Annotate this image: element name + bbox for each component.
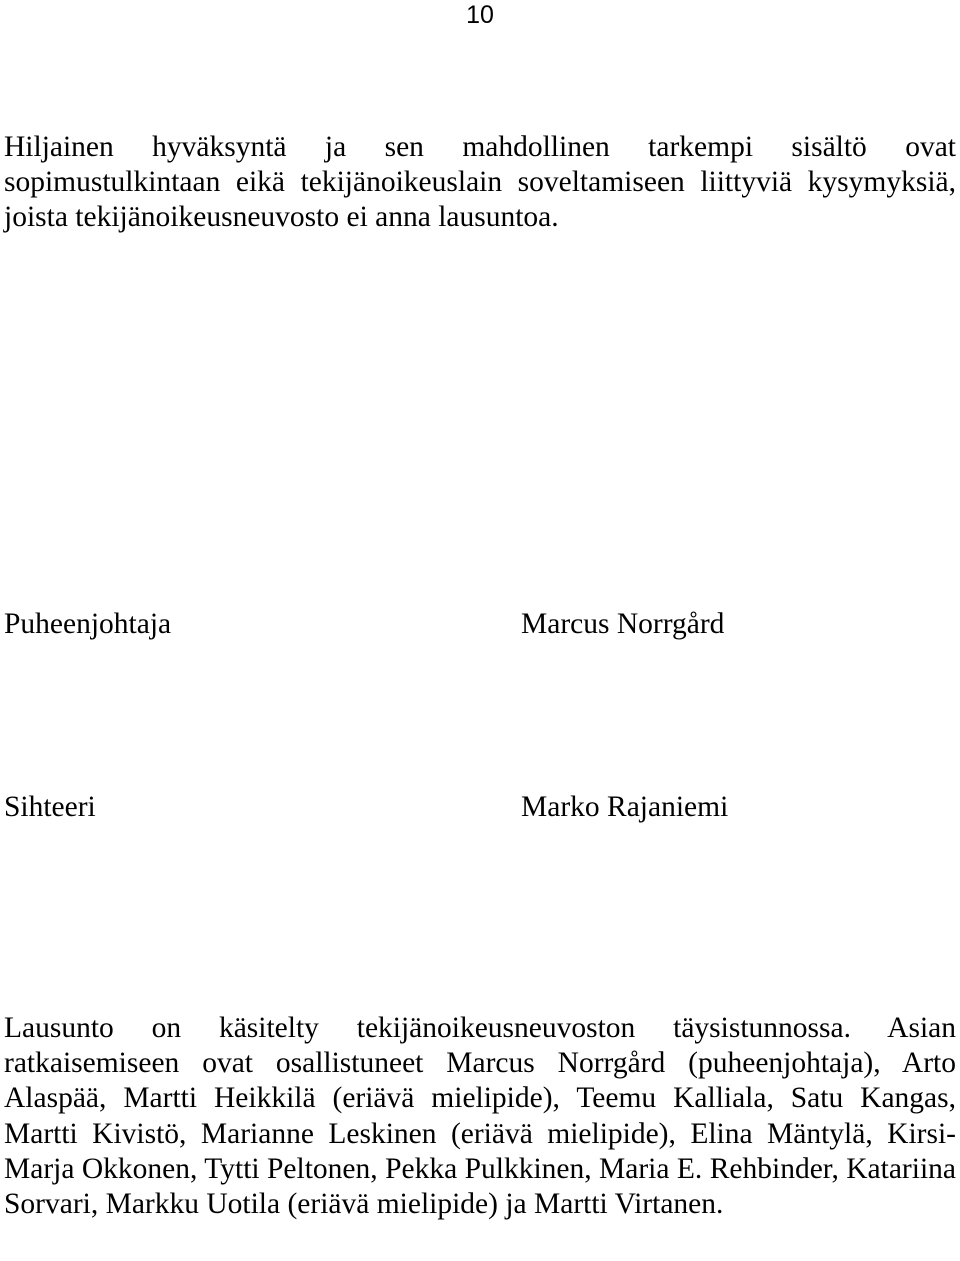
closing-paragraph: Lausunto on käsitelty tekijänoikeusneuvoston täysistunnossa. Asian ratkaisemiseen ovat osallistuneet Marcus Norrgård (puheenjohtaja), Arto Alaspää, Martti Heikkilä (eriävä mielipide), Teemu Kalliala, Satu Kangas, Martti Kivistö, Marianne Leskinen (eriävä mielipide), Elina Mäntylä, Kirsi-Marja Okkonen, Tytti Peltonen, Pekka Pulkkinen, Maria E. Rehbinder, Katariina Sorvari, Markku Uotila (eriävä mielipide) ja Martti Virtanen. <box>4 1012 956 1221</box>
page-number: 10 <box>466 1 494 29</box>
secretary-role-label: Sihteeri <box>4 791 96 823</box>
chair-name: Marcus Norrgård <box>521 608 725 640</box>
secretary-name: Marko Rajaniemi <box>521 791 729 823</box>
opening-paragraph: Hiljainen hyväksyntä ja sen mahdollinen tarkempi sisältö ovat sopimustulkintaan eikä tekijänoikeuslain soveltamiseen liittyviä kysymyksiä, joista tekijänoikeusneuvosto ei anna lausuntoa. <box>4 131 956 234</box>
chair-role-label: Puheenjohtaja <box>4 608 172 640</box>
